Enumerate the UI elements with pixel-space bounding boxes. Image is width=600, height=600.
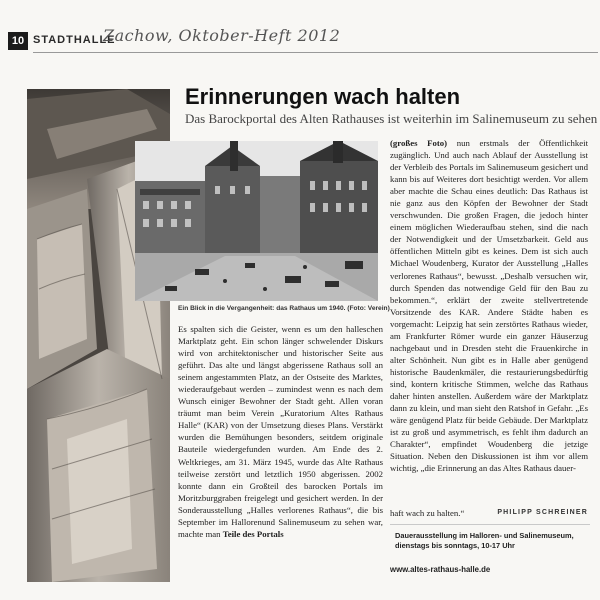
info-line-2: dienstags bis sonntags, 10-17 Uhr [395, 541, 515, 550]
section-label: STADTHALLE [33, 34, 116, 46]
column-right-bold-start: (großes Foto) [390, 138, 448, 148]
article-subtitle: Das Barockportal des Alten Rathauses ist weiterhin im Salinemuseum zu sehen [185, 111, 598, 126]
last-line-text: haft wach zu halten.“ [390, 508, 465, 518]
article-title: Erinnerungen wach halten [185, 84, 461, 109]
last-line [390, 508, 464, 518]
column-right-body: nun erstmals der Öffentlichkeit zugänglich. Und auch nach Ablauf der Ausstellung ist der Verbleib des Portals im Salinemuseum gesichert und kann bis auf Weiteres dort besichtigt werden. Vor allem aber machte die Schau eines deutlich: Das Rathaus ist nie ganz aus den Köpfen der Bewohner der Stadt verschwunden. Die großen Fragen, die jedoch hinter einem möglichen Wiederaufbau stehen, sind die nach der Notwendigkeit und der Umsetzbarkeit. Geld aus öffentlichen Mitteln gibt es keines. Dem ist sich auch Michael Woudenberg, Kurator der Ausstellung „Halles verlorenes Rathaus“, bewusst. „Deshalb versuchen wir, durch Spenden das notwendige Geld für den Bau zu bekommen.“, erklärt der zweite stellvertretende Vorsitzende des KAR. Andere Städte haben es vorgemacht: Leipzig hat sein zerstörtes Rathaus wieder, am Frankfurter Römer wurde ein ganzer Häuserzug nachgebaut und in Dresden steht die Frauenkirche in alter Schönheit. Nun gibt es in Halle aber genügend historische Baudenkmäler, die restaurierungsbedürftig sind, kontern kritische Stimmen, welche das Rathaus daher hinten anstellen. Außerdem wäre der Marktplatz dann zu klein, und man sieht den Ratshof in Gefahr. „Es wäre genügend Platz für beide Gebäude. Der Marktplatz ist zu groß und asymmetrisch, es fehlt ihm dadurch an Charakter“, empfindet Woudenberg die jetzige Situation. Neben den Diskussionen ist ihm vor allem wichtig, „die Erinnerung an das Altes Rathaus dauer- [390, 138, 588, 474]
column-left-bold-end: Teile des Portals [222, 528, 284, 539]
page-number: 10 [8, 32, 28, 50]
info-box [395, 531, 593, 551]
page-header [8, 26, 598, 52]
article-column-right [390, 137, 588, 474]
article-column-left [178, 323, 383, 540]
column-left-text [178, 323, 383, 540]
info-line-1: Dauerausstellung im Halloren- und Salinemuseum, [395, 531, 574, 540]
header-rule [33, 52, 598, 53]
photo-caption: Ein Blick in die Vergangenheit: das Rathaus um 1940. (Foto: Verein) [178, 305, 390, 312]
column-left-body: Es spalten sich die Geister, wenn es um den halleschen Marktplatz geht. Ein schon länger schwelender Diskurs wird von architektonischer und historischer Seite aus geführt. Das alte und längst abgerissene Rathaus soll an seinem angestammten Platz, an der Ostseite des Marktes, wiederaufgebaut werden – zumindest wenn es nach dem Wunsch einiger Bewohner der Stadt geht. Allen voran träumt man beim Verein „Kuratorium Altes Rathaus Halle“ (KAR) von der Umsetzung dieses Plans. Verstärkt wurden die Bemühungen besonders, seitdem originale Bauteile wiedergefunden wurden. Am Ende des 2. Weltkrieges, am 31. März 1945, wurde das Alte Rathaus teilweise zerstört und letztlich 1950 abgerissen. 2002 konnte dann ein Großteil des barocken Portals im Moritzburggraben freigelegt und gesichert werden. In der Sonderausstellung „Halles verlorenes Rathaus“, die bis September im Hallorenund Salinemuseum zu sehen war, machte man [178, 324, 383, 539]
website-link[interactable]: www.altes-rathaus-halle.de [390, 565, 491, 574]
info-divider [390, 524, 590, 525]
handwritten-note: Zachow, Oktober-Heft 2012 [103, 26, 341, 45]
author-byline: PHILIPP SCHREINER [497, 509, 588, 516]
historic-photo [135, 141, 378, 301]
column-right-text [390, 137, 588, 474]
